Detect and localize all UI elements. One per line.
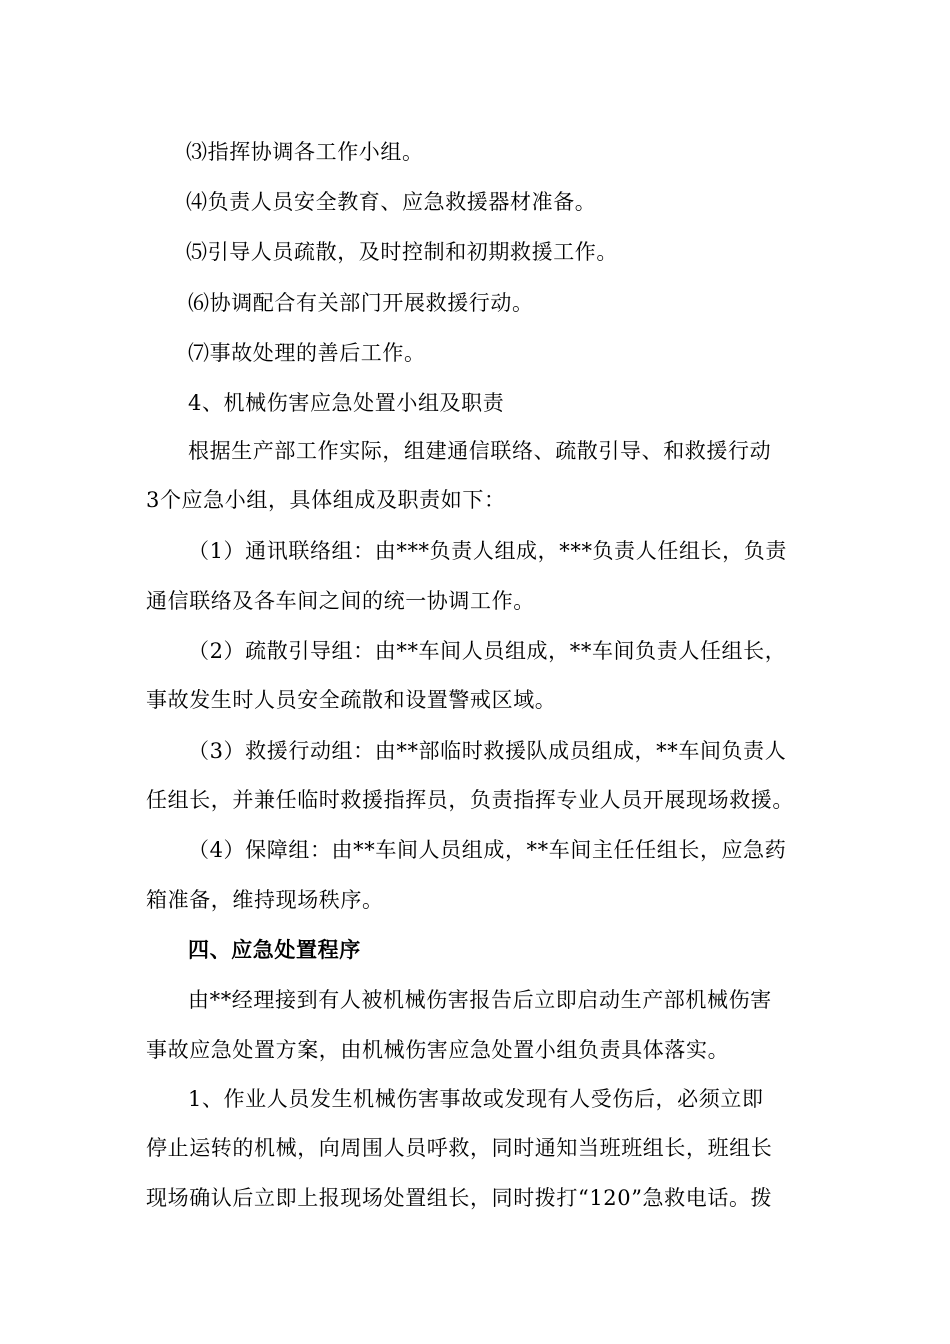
group-item-1: （1）通讯联络组：由***负责人组成，***负责人任组长，负责: [188, 539, 787, 563]
procedure-step-1: 1、作业人员发生机械伤害事故或发现有人受伤后，必须立即: [188, 1087, 764, 1111]
duty-item-5: ⑸引导人员疏散，及时控制和初期救援工作。: [186, 240, 618, 264]
paragraph-line: 根据生产部工作实际，组建通信联络、疏散引导、和救援行动: [188, 439, 772, 463]
section-heading-emergency-procedure: 四、应急处置程序: [188, 937, 361, 962]
paragraph-line: 事故应急处置方案，由机械伤害应急处置小组负责具体落实。: [146, 1038, 730, 1062]
group-item-4: （4）保障组：由**车间人员组成，**车间主任任组长，应急药: [188, 838, 787, 862]
paragraph-line: 停止运转的机械，向周围人员呼救，同时通知当班班组长，班组长: [146, 1136, 773, 1160]
paragraph-line: 3个应急小组，具体组成及职责如下：: [146, 488, 506, 512]
paragraph-line: 由**经理接到有人被机械伤害报告后立即启动生产部机械伤害: [188, 988, 772, 1012]
paragraph-line: 事故发生时人员安全疏散和设置警戒区域。: [146, 688, 557, 712]
duty-item-7: ⑺事故处理的善后工作。: [188, 341, 426, 365]
section-heading-4: 4、机械伤害应急处置小组及职责: [188, 391, 505, 415]
duty-item-4: ⑷负责人员安全教育、应急救援器材准备。: [186, 190, 597, 214]
duty-item-6: ⑹协调配合有关部门开展救援行动。: [188, 291, 534, 315]
paragraph-line: 通信联络及各车间之间的统一协调工作。: [146, 589, 535, 613]
paragraph-line: 现场确认后立即上报现场处置组长，同时拨打“120”急救电话。拨: [146, 1186, 773, 1210]
group-item-3: （3）救援行动组：由**部临时救援队成员组成，**车间负责人: [188, 739, 787, 763]
group-item-2: （2）疏散引导组：由**车间人员组成，**车间负责人任组长，: [188, 639, 787, 663]
paragraph-line: 箱准备，维持现场秩序。: [146, 888, 384, 912]
paragraph-line: 任组长，并兼任临时救援指挥员，负责指挥专业人员开展现场救援。: [146, 788, 794, 812]
duty-item-3: ⑶指挥协调各工作小组。: [186, 140, 424, 164]
